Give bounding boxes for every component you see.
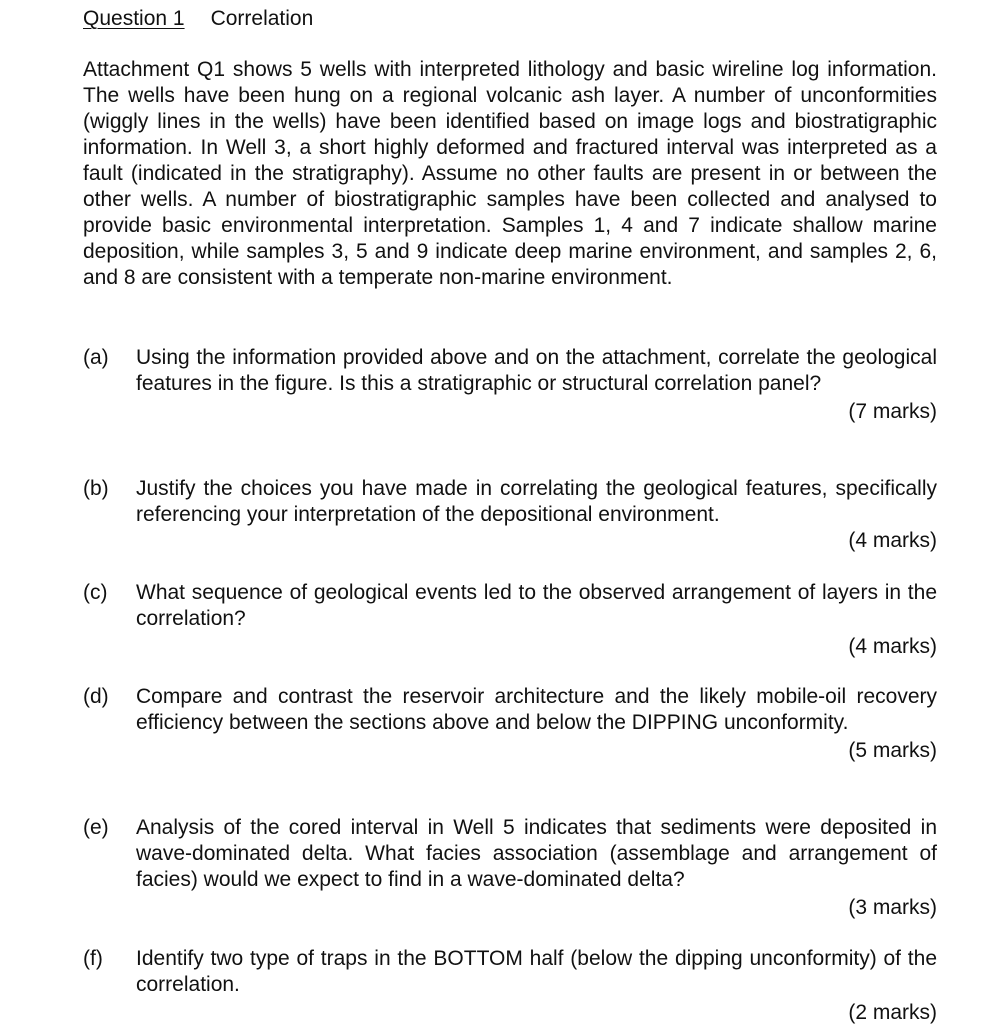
part-letter: (e) [83, 816, 109, 839]
question-part-f [83, 946, 937, 1026]
question-number: Question 1 [83, 7, 185, 30]
question-part-a [83, 345, 937, 425]
part-marks: (5 marks) [848, 739, 937, 762]
question-part-e [83, 815, 937, 921]
part-marks: (4 marks) [848, 529, 937, 552]
question-title: Correlation [210, 7, 314, 30]
question-part-d [83, 684, 937, 764]
part-text: Justify the choices you have made in correlating the geological features, specifically referencing your interpretation of the depositional environment. [136, 477, 937, 526]
part-marks: (7 marks) [848, 400, 937, 423]
part-text: What sequence of geological events led to the observed arrangement of layers in the correlation? [136, 581, 937, 630]
question-part-c [83, 580, 937, 660]
part-marks: (4 marks) [848, 635, 937, 658]
part-marks: (3 marks) [848, 896, 937, 919]
part-letter: (d) [83, 685, 109, 708]
part-letter: (c) [83, 581, 108, 604]
question-heading [83, 6, 313, 32]
part-letter: (b) [83, 477, 109, 500]
part-text: Compare and contrast the reservoir architecture and the likely mobile-oil recovery efficiency between the sections above and below the DIPPING unconformity. [136, 685, 937, 734]
part-text: Analysis of the cored interval in Well 5 indicates that sediments were deposited in wave-dominated delta. What facies association (assemblage and arrangement of facies) would we expect to find in a wave-dominated delta? [136, 816, 937, 891]
intro-paragraph: Attachment Q1 shows 5 wells with interpreted lithology and basic wireline log information. The wells have been hung on a regional volcanic ash layer. A number of unconformities (wiggly lines in the wells) have been identified based on image logs and biostratigraphic information. In Well 3, a short highly deformed and fractured interval was interpreted as a fault (indicated in the stratigraphy). Assume no other faults are present in or between the other wells. A number of biostratigraphic samples have been collected and analysed to provide basic environmental interpretation. Samples 1, 4 and 7 indicate shallow marine deposition, while samples 3, 5 and 9 indicate deep marine environment, and samples 2, 6, and 8 are consistent with a temperate non-marine environment. [83, 58, 937, 289]
part-letter: (a) [83, 346, 109, 369]
part-letter: (f) [83, 947, 103, 970]
part-text: Using the information provided above and on the attachment, correlate the geological features in the figure. Is this a stratigraphic or structural correlation panel? [136, 346, 937, 395]
question-part-b [83, 476, 937, 554]
part-text: Identify two type of traps in the BOTTOM half (below the dipping unconformity) of the correlation. [136, 947, 937, 996]
part-marks: (2 marks) [848, 1001, 937, 1024]
